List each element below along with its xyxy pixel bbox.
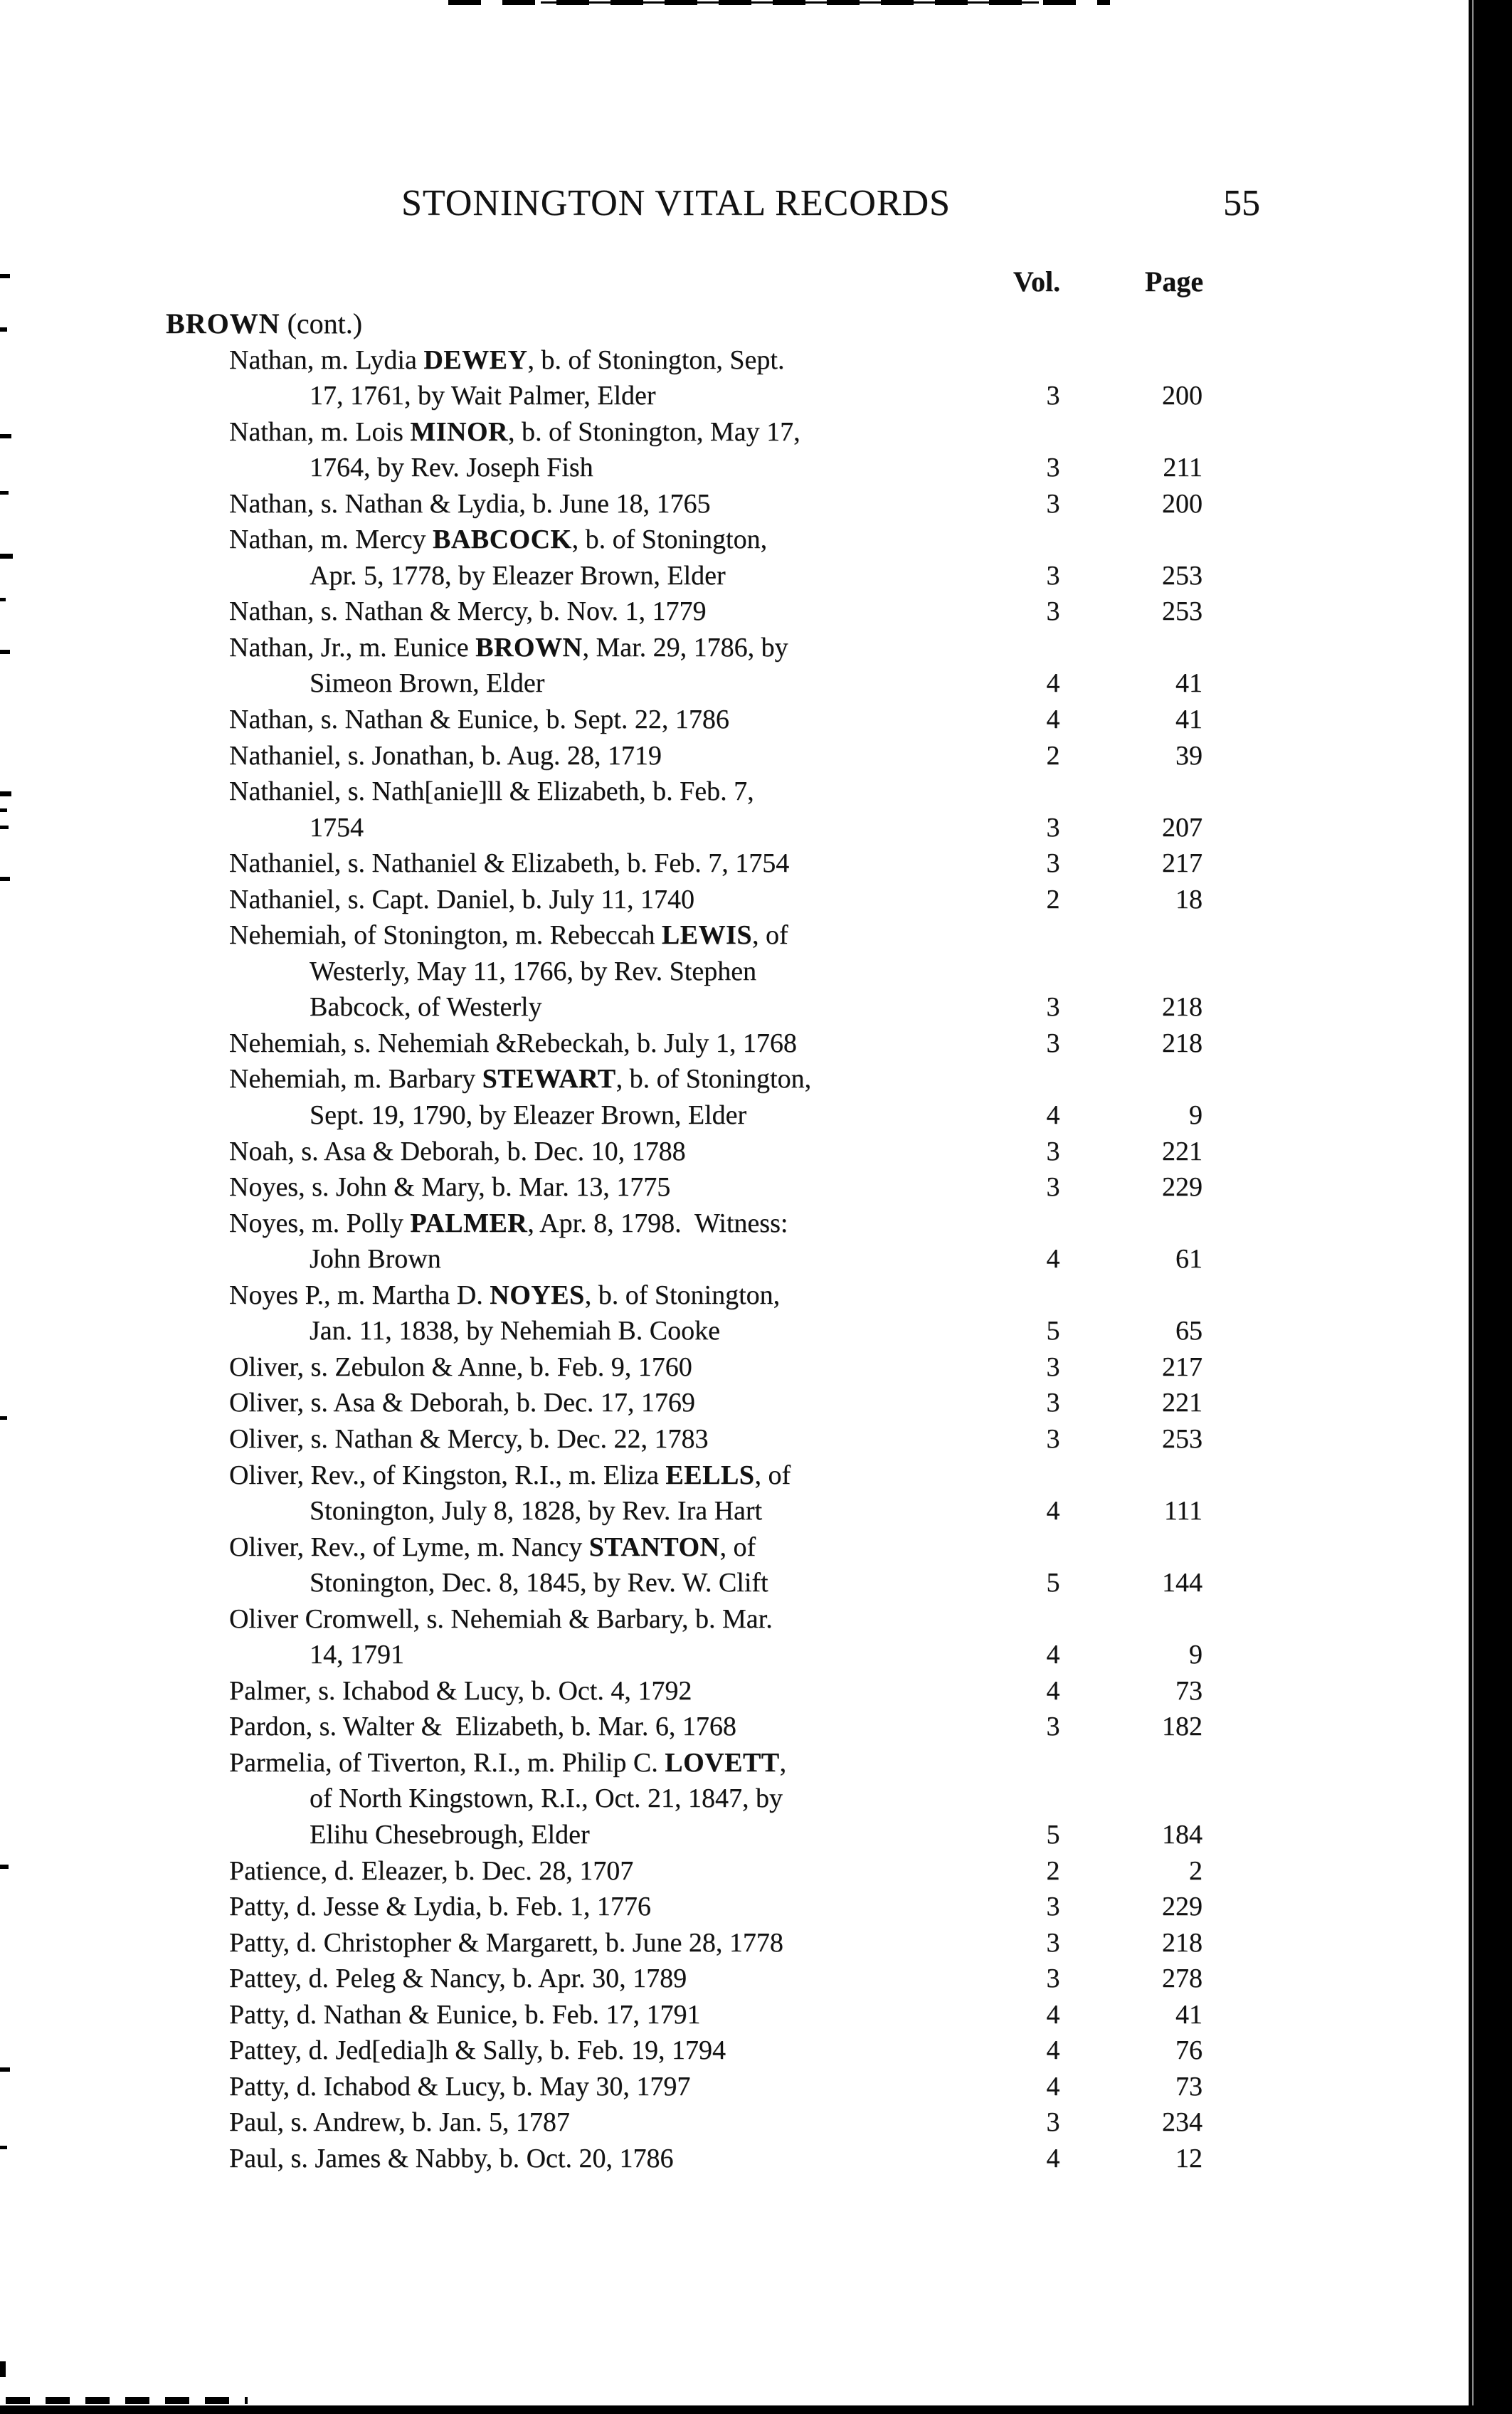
record-text: Jan. 11, 1838, by Nehemiah B. Cooke (310, 1316, 720, 1346)
record-text: Nehemiah, of Stonington, m. Rebeccah LEWIS, of (229, 920, 788, 951)
record-line (0, 414, 1512, 450)
vol-value: 2 (1046, 1855, 1060, 1886)
record-line (0, 1709, 1512, 1745)
record-text: Nathan, s. Nathan & Mercy, b. Nov. 1, 1779 (229, 596, 707, 627)
record-line (0, 1637, 1512, 1673)
record-text: Nathan, s. Nathan & Lydia, b. June 18, 1765 (229, 488, 711, 519)
page-value: 61 (1175, 1244, 1202, 1275)
record-line (0, 917, 1512, 954)
record-text: Paul, s. Andrew, b. Jan. 5, 1787 (229, 2107, 570, 2138)
records-list (0, 306, 1512, 2176)
record-line (0, 882, 1512, 918)
scan-artifact-bottom-dashes (6, 2397, 248, 2404)
record-line (0, 1889, 1512, 1925)
vol-value: 4 (1046, 2071, 1060, 2102)
record-line (0, 558, 1512, 594)
page-value: 41 (1175, 705, 1202, 735)
record-line (0, 1673, 1512, 1709)
record-line (0, 1745, 1512, 1781)
vol-value: 4 (1046, 1244, 1060, 1275)
record-text: Stonington, Dec. 8, 1845, by Rev. W. Clift (310, 1568, 768, 1598)
record-line (0, 1277, 1512, 1314)
vol-value: 3 (1046, 1964, 1060, 1994)
scan-artifact-speck (0, 274, 10, 278)
page-value: 65 (1175, 1316, 1202, 1346)
record-line (0, 1169, 1512, 1206)
page-value: 111 (1163, 1496, 1202, 1527)
record-line (0, 1026, 1512, 1062)
page-value: 229 (1162, 1172, 1202, 1203)
record-line (0, 665, 1512, 702)
vol-value: 3 (1046, 1927, 1060, 1958)
record-line (0, 1997, 1512, 2033)
vol-value: 4 (1046, 1675, 1060, 1706)
page-value: 234 (1162, 2107, 1202, 2138)
record-line (0, 450, 1512, 486)
page-value: 9 (1189, 1100, 1202, 1131)
page-value: 211 (1163, 453, 1202, 483)
record-text: Oliver, s. Zebulon & Anne, b. Feb. 9, 1760 (229, 1351, 692, 1382)
record-line (0, 989, 1512, 1026)
record-line (0, 1385, 1512, 1421)
record-line (0, 594, 1512, 630)
record-text: Nathaniel, s. Nath[anie]ll & Elizabeth, b. Feb. 7, (229, 776, 754, 807)
page-value: 39 (1175, 740, 1202, 771)
record-text: Pattey, d. Peleg & Nancy, b. Apr. 30, 1789 (229, 1964, 687, 1994)
page-value: 9 (1189, 1640, 1202, 1670)
record-text: Apr. 5, 1778, by Eleazer Brown, Elder (310, 560, 726, 591)
record-text: Oliver, s. Asa & Deborah, b. Dec. 17, 1769 (229, 1388, 695, 1418)
vol-value: 3 (1046, 560, 1060, 591)
page-value: 207 (1162, 812, 1202, 843)
record-text: Nehemiah, m. Barbary STEWART, b. of Stonington, (229, 1064, 812, 1095)
vol-value: 4 (1046, 1999, 1060, 2030)
record-text: of North Kingstown, R.I., Oct. 21, 1847, by (310, 1783, 783, 1814)
vol-value: 4 (1046, 705, 1060, 735)
record-text: Nathan, m. Lydia DEWEY, b. of Stonington, Sept. (229, 344, 785, 375)
record-text: 17, 1761, by Wait Palmer, Elder (310, 381, 656, 411)
record-text: Nathaniel, s. Jonathan, b. Aug. 28, 1719 (229, 740, 662, 771)
record-text: Nathan, m. Mercy BABCOCK, b. of Stonington, (229, 525, 768, 555)
page-value: 73 (1175, 2071, 1202, 2102)
record-line (0, 1421, 1512, 1458)
page-title: STONINGTON VITAL RECORDS (401, 183, 951, 223)
scan-artifact-bottom-bar (0, 2405, 1512, 2414)
vol-value: 3 (1046, 1351, 1060, 1382)
record-line (0, 2141, 1512, 2177)
record-line (0, 2104, 1512, 2141)
record-text: Nathan, Jr., m. Eunice BROWN, Mar. 29, 1786, by (229, 632, 788, 663)
page-value: 41 (1175, 668, 1202, 699)
record-line (0, 810, 1512, 846)
vol-value: 3 (1046, 453, 1060, 483)
vol-value: 5 (1046, 1819, 1060, 1850)
record-text: Pattey, d. Jed[edia]h & Sally, b. Feb. 19, 1794 (229, 2035, 726, 2066)
record-text: Patty, d. Nathan & Eunice, b. Feb. 17, 1791 (229, 1999, 701, 2030)
record-text: Oliver Cromwell, s. Nehemiah & Barbary, b. Mar. (229, 1603, 773, 1634)
vol-value: 3 (1046, 1388, 1060, 1418)
section-heading (0, 306, 1512, 342)
page-value: 221 (1162, 1388, 1202, 1418)
record-text: Paul, s. James & Nabby, b. Oct. 20, 1786 (229, 2143, 674, 2173)
record-line (0, 1781, 1512, 1817)
vol-value: 2 (1046, 884, 1060, 915)
record-line (0, 774, 1512, 810)
vol-value: 3 (1046, 1712, 1060, 1742)
page-value: 229 (1162, 1892, 1202, 1922)
scan-artifact-top-line (541, 1, 1039, 4)
vol-value: 3 (1046, 992, 1060, 1023)
record-line (0, 1961, 1512, 1997)
page-value: 41 (1175, 1999, 1202, 2030)
vol-value: 3 (1046, 488, 1060, 519)
record-line (0, 378, 1512, 414)
record-text: Patty, d. Ichabod & Lucy, b. May 30, 1797 (229, 2071, 691, 2102)
record-text: Parmelia, of Tiverton, R.I., m. Philip C. LOVETT, (229, 1747, 787, 1778)
page-value: 218 (1162, 992, 1202, 1023)
page-value: 76 (1175, 2035, 1202, 2066)
record-text: Noyes P., m. Martha D. NOYES, b. of Stonington, (229, 1280, 781, 1310)
record-text: Nathan, s. Nathan & Eunice, b. Sept. 22, 1786 (229, 705, 729, 735)
record-text: Nehemiah, s. Nehemiah &Rebeckah, b. July 1, 1768 (229, 1028, 797, 1058)
page-value: 221 (1162, 1136, 1202, 1166)
page-value: 217 (1162, 848, 1202, 879)
record-line (0, 1349, 1512, 1386)
vol-value: 4 (1046, 2143, 1060, 2173)
scan-artifact-speck (0, 2361, 6, 2377)
vol-value: 4 (1046, 668, 1060, 699)
vol-value: 3 (1046, 1172, 1060, 1203)
page-value: 218 (1162, 1927, 1202, 1958)
record-line (0, 1241, 1512, 1277)
vol-value: 3 (1046, 1136, 1060, 1166)
record-text: 1764, by Rev. Joseph Fish (310, 453, 593, 483)
vol-value: 3 (1046, 1028, 1060, 1058)
vol-value: 3 (1046, 1892, 1060, 1922)
vol-value: 4 (1046, 1640, 1060, 1670)
record-line (0, 738, 1512, 774)
page-value: 253 (1162, 1423, 1202, 1454)
vol-value: 4 (1046, 1100, 1060, 1131)
record-line (0, 1601, 1512, 1638)
record-text: Oliver, Rev., of Lyme, m. Nancy STANTON, of (229, 1532, 756, 1562)
record-text: Palmer, s. Ichabod & Lucy, b. Oct. 4, 1792 (229, 1675, 692, 1706)
page-value: 184 (1162, 1819, 1202, 1850)
page-value: 73 (1175, 1675, 1202, 1706)
vol-value: 3 (1046, 381, 1060, 411)
record-text: Patience, d. Eleazer, b. Dec. 28, 1707 (229, 1855, 634, 1886)
record-text: Noyes, m. Polly PALMER, Apr. 8, 1798. Witness: (229, 1208, 788, 1238)
record-line (0, 630, 1512, 666)
record-line (0, 954, 1512, 990)
page-value: 200 (1162, 488, 1202, 519)
record-text: Patty, d. Christopher & Margarett, b. June 28, 1778 (229, 1927, 783, 1958)
page-value: 182 (1162, 1712, 1202, 1742)
record-text: BROWN (cont.) (166, 307, 363, 339)
record-text: Westerly, May 11, 1766, by Rev. Stephen (310, 956, 757, 986)
vol-value: 3 (1046, 812, 1060, 843)
column-header-page: Page (1144, 265, 1204, 297)
record-text: Stonington, July 8, 1828, by Rev. Ira Hart (310, 1496, 763, 1527)
page-value: 200 (1162, 381, 1202, 411)
record-text: Noyes, s. John & Mary, b. Mar. 13, 1775 (229, 1172, 671, 1203)
record-line (0, 1529, 1512, 1566)
record-line (0, 1493, 1512, 1529)
vol-value: 4 (1046, 2035, 1060, 2066)
page-value: 18 (1175, 884, 1202, 915)
vol-value: 3 (1046, 1423, 1060, 1454)
record-line (0, 1458, 1512, 1494)
vol-value: 4 (1046, 1496, 1060, 1527)
page-value: 278 (1162, 1964, 1202, 1994)
record-line (0, 2069, 1512, 2105)
record-text: Patty, d. Jesse & Lydia, b. Feb. 1, 1776 (229, 1892, 651, 1922)
record-text: Simeon Brown, Elder (310, 668, 545, 699)
record-text: 14, 1791 (310, 1640, 404, 1670)
vol-value: 3 (1046, 2107, 1060, 2138)
record-text: Pardon, s. Walter & Elizabeth, b. Mar. 6, 1768 (229, 1712, 736, 1742)
record-line (0, 486, 1512, 522)
record-text: Noah, s. Asa & Deborah, b. Dec. 10, 1788 (229, 1136, 686, 1166)
record-line (0, 1061, 1512, 1097)
record-text: John Brown (310, 1244, 441, 1275)
page-number: 55 (1223, 183, 1260, 223)
record-line (0, 702, 1512, 738)
page-value: 218 (1162, 1028, 1202, 1058)
vol-value: 3 (1046, 848, 1060, 879)
page-value: 253 (1162, 596, 1202, 627)
record-line (0, 1925, 1512, 1961)
record-line (0, 1097, 1512, 1134)
page-value: 217 (1162, 1351, 1202, 1382)
record-text: Nathan, m. Lois MINOR, b. of Stonington, May 17, (229, 416, 800, 447)
vol-value: 2 (1046, 740, 1060, 771)
record-line (0, 845, 1512, 882)
record-text: Oliver, s. Nathan & Mercy, b. Dec. 22, 1783 (229, 1423, 709, 1454)
record-line (0, 1817, 1512, 1853)
record-text: Oliver, Rev., of Kingston, R.I., m. Eliza EELLS, of (229, 1460, 791, 1490)
vol-value: 3 (1046, 596, 1060, 627)
record-line (0, 522, 1512, 558)
record-line (0, 1313, 1512, 1349)
page-value: 144 (1162, 1568, 1202, 1598)
record-line (0, 1206, 1512, 1242)
vol-value: 5 (1046, 1316, 1060, 1346)
record-line (0, 1134, 1512, 1170)
record-line (0, 342, 1512, 379)
record-line (0, 1853, 1512, 1889)
record-line (0, 1565, 1512, 1601)
record-text: 1754 (310, 812, 364, 843)
record-text: Babcock, of Westerly (310, 992, 542, 1023)
page-value: 2 (1189, 1855, 1202, 1886)
record-text: Elihu Chesebrough, Elder (310, 1819, 590, 1850)
record-line (0, 2033, 1512, 2069)
record-text: Nathaniel, s. Nathaniel & Elizabeth, b. Feb. 7, 1754 (229, 848, 790, 879)
record-text: Nathaniel, s. Capt. Daniel, b. July 11, 1740 (229, 884, 694, 915)
vol-value: 5 (1046, 1568, 1060, 1598)
column-header-vol: Vol. (1013, 265, 1061, 297)
page-value: 12 (1175, 2143, 1202, 2173)
record-text: Sept. 19, 1790, by Eleazer Brown, Elder (310, 1100, 747, 1131)
page-value: 253 (1162, 560, 1202, 591)
